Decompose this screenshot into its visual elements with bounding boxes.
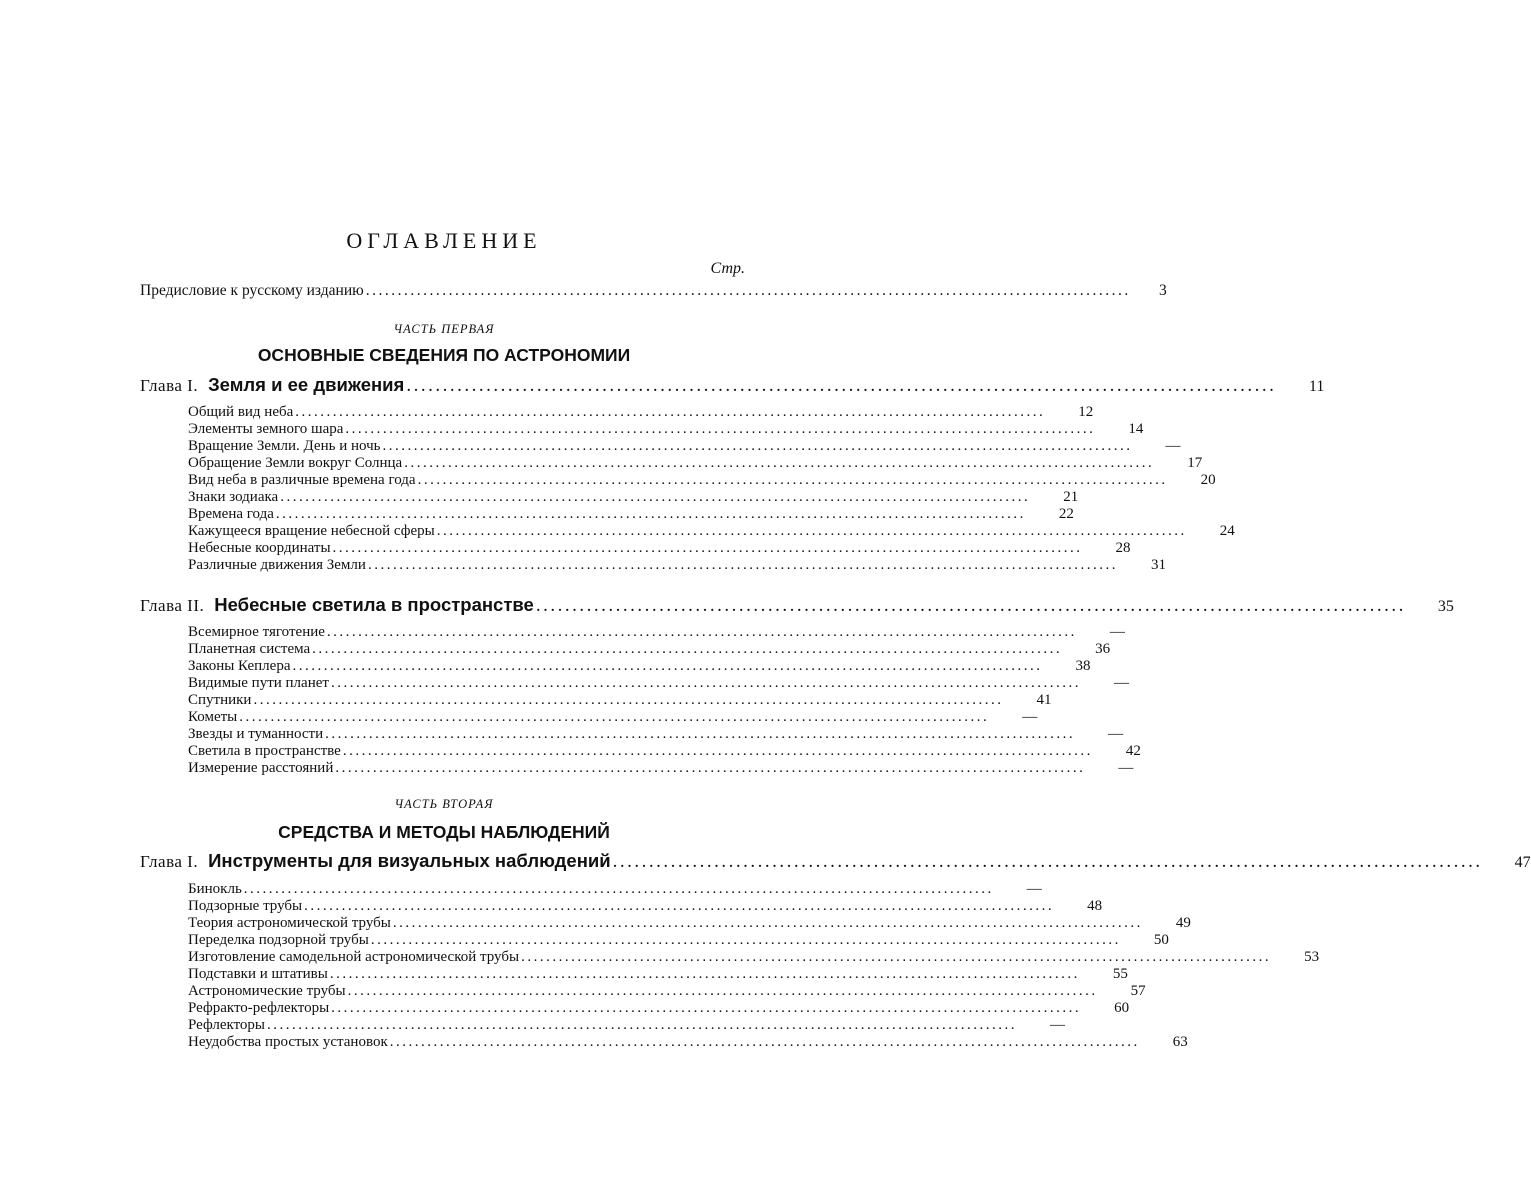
chapter-heading[interactable]	[140, 374, 1325, 397]
entry-page: —	[1050, 1017, 1065, 1033]
leader-dots: ........................................................................................................................	[312, 641, 1063, 657]
toc-entry[interactable]	[188, 421, 1144, 438]
leader-dots: ........................................................................................................................	[392, 915, 1143, 931]
leader-dots: ........................................................................................................................	[330, 675, 1081, 691]
leader-dots: ........................................................................................................................	[365, 282, 1131, 299]
toc-entry[interactable]	[188, 472, 1216, 489]
toc-entry[interactable]	[188, 404, 1094, 421]
chapter-title: Небесные светила в пространстве	[214, 594, 534, 615]
entry-text: Светила в пространстве	[188, 743, 341, 759]
entry-text: Планетная система	[188, 641, 311, 657]
entry-text: Элементы земного шара	[188, 421, 344, 437]
entry-page: 41	[1036, 692, 1052, 708]
entry-page: 17	[1187, 455, 1203, 471]
toc-entry[interactable]	[188, 915, 1191, 932]
entry-page: 38	[1075, 658, 1091, 674]
chapter-label: Глава I.	[140, 376, 199, 395]
leader-dots: ........................................................................................................................	[243, 881, 994, 897]
toc-entry[interactable]	[188, 983, 1146, 1000]
leader-dots: ........................................................................................................................	[342, 743, 1093, 759]
leader-dots: ........................................................................................................................	[329, 966, 1080, 982]
entry-text: Переделка подзорной трубы	[188, 932, 369, 948]
toc-entry[interactable]	[188, 438, 1181, 455]
part-title: ОСНОВНЫЕ СВЕДЕНИЯ ПО АСТРОНОМИИ	[257, 345, 631, 365]
entry-text: Кометы	[188, 709, 238, 725]
entry-page: —	[1108, 726, 1124, 742]
entry-page: —	[1022, 709, 1038, 725]
entry-text: Кажущееся вращение небесной сферы	[188, 523, 435, 539]
leader-dots: ........................................................................................................................	[280, 489, 1031, 505]
leader-dots: ........................................................................................................................	[325, 726, 1076, 742]
entry-text: Обращение Земли вокруг Солнца	[188, 455, 403, 471]
leader-dots: ........................................................................................................................	[275, 506, 1026, 522]
entry-page: 12	[1078, 404, 1094, 420]
leader-dots: ........................................................................................................................	[347, 983, 1098, 999]
entry-text: Знаки зодиака	[188, 489, 279, 505]
entry-page: 36	[1095, 641, 1111, 657]
part-label: ЧАСТЬ ПЕРВАЯ	[393, 322, 495, 336]
entry-text: Астрономические трубы	[188, 983, 346, 999]
entry-page: 42	[1125, 743, 1141, 759]
toc-entry[interactable]	[188, 881, 1042, 898]
chapter-title: Инструменты для визуальных наблюдений	[208, 850, 611, 871]
chapter-heading[interactable]	[140, 850, 1531, 873]
chapter-page: 11	[1308, 378, 1325, 395]
toc-entry[interactable]	[188, 726, 1124, 743]
leader-dots: ........................................................................................................................	[367, 557, 1118, 573]
entry-page: —	[1113, 675, 1129, 691]
entry-text: Законы Кеплера	[188, 658, 291, 674]
chapter-label: Глава I.	[140, 852, 199, 871]
entry-page: 22	[1058, 506, 1074, 522]
toc-entry[interactable]	[188, 760, 1134, 777]
leader-dots: ........................................................................................................................	[335, 760, 1086, 776]
entry-text: Различные движения Земли	[188, 557, 366, 573]
toc-entry[interactable]	[188, 1017, 1065, 1034]
entry-text: Всемирное тяготение	[188, 624, 325, 640]
entry-page: 53	[1304, 949, 1320, 965]
entry-page: 49	[1175, 915, 1191, 931]
entry-page: 21	[1063, 489, 1079, 505]
entry-page: —	[1109, 624, 1125, 640]
entry-text: Вращение Земли. День и ночь	[188, 438, 381, 454]
entry-text: Подзорные трубы	[188, 898, 303, 914]
toc-entry[interactable]	[188, 932, 1169, 949]
toc-entry[interactable]	[188, 692, 1052, 709]
entry-page: —	[1118, 760, 1134, 776]
leader-dots: ........................................................................................................................	[292, 658, 1043, 674]
entry-text: Изготовление самодельной астрономической трубы	[188, 949, 520, 965]
toc-entry[interactable]	[188, 658, 1091, 675]
entry-page: 57	[1130, 983, 1146, 999]
entry-page: 31	[1150, 557, 1166, 573]
entry-text: Теория астрономической трубы	[188, 915, 391, 931]
leader-dots: ........................................................................................................................	[382, 438, 1133, 454]
chapter-page: 47	[1514, 854, 1531, 871]
toc-entry[interactable]	[188, 949, 1320, 966]
entry-page: 14	[1128, 421, 1144, 437]
toc-entry[interactable]	[188, 898, 1103, 915]
entry-page: 63	[1172, 1034, 1188, 1050]
entry-text: Небесные координаты	[188, 540, 331, 556]
toc-entry[interactable]	[188, 675, 1129, 692]
toc-entry[interactable]	[188, 624, 1125, 641]
part-label: ЧАСТЬ ВТОРАЯ	[394, 797, 494, 811]
toc-entry[interactable]	[188, 540, 1131, 557]
entry-page: 28	[1115, 540, 1131, 556]
leader-dots: ........................................................................................................................	[389, 1034, 1140, 1050]
toc-entry[interactable]	[188, 557, 1166, 574]
chapter-heading[interactable]	[140, 594, 1454, 617]
leader-dots: ........................................................................................................................	[521, 949, 1272, 965]
leader-dots: ........................................................................................................................	[406, 375, 1277, 396]
toc-entry[interactable]	[188, 966, 1128, 983]
toc-entry[interactable]	[188, 523, 1235, 540]
toc-entry[interactable]	[188, 455, 1203, 472]
leader-dots: ........................................................................................................................	[267, 1017, 1017, 1033]
leader-dots: ........................................................................................................................	[331, 1000, 1082, 1016]
leader-dots: ........................................................................................................................	[370, 932, 1121, 948]
leader-dots: ........................................................................................................................	[345, 421, 1096, 437]
chapter-label: Глава II.	[140, 596, 205, 615]
toc-entry[interactable]	[188, 641, 1111, 658]
page-column-label: Стр.	[710, 260, 745, 277]
entry-text: Неудобства простых установок	[188, 1034, 388, 1050]
toc-entry[interactable]	[188, 489, 1079, 506]
leader-dots: ........................................................................................................................	[436, 523, 1187, 539]
part-title: СРЕДСТВА И МЕТОДЫ НАБЛЮДЕНИЙ	[278, 822, 610, 842]
leader-dots: ........................................................................................................................	[417, 472, 1168, 488]
entry-text: Спутники	[188, 692, 252, 708]
chapter-page: 35	[1437, 598, 1454, 615]
entry-page: 20	[1200, 472, 1216, 488]
entry-text: Рефракто-рефлекторы	[188, 1000, 330, 1016]
toc-entry[interactable]	[188, 709, 1038, 726]
entry-page: —	[1026, 881, 1042, 897]
chapter-title: Земля и ее движения	[208, 374, 405, 395]
entry-text: Видимые пути планет	[188, 675, 329, 691]
entry-text: Звезды и туманности	[188, 726, 324, 742]
leader-dots: ........................................................................................................................	[535, 595, 1406, 616]
leader-dots: ........................................................................................................................	[332, 540, 1083, 556]
leader-dots: ........................................................................................................................	[239, 709, 990, 725]
entry-page: 3	[1158, 282, 1167, 299]
entry-text: Времена года	[188, 506, 274, 522]
leader-dots: ........................................................................................................................	[253, 692, 1004, 708]
entry-page: —	[1165, 438, 1181, 454]
entry-text: Предисловие к русскому изданию	[140, 282, 364, 299]
entry-page: 48	[1087, 898, 1103, 914]
toc-entry[interactable]	[188, 506, 1074, 523]
entry-text: Рефлекторы	[188, 1017, 265, 1033]
leader-dots: ........................................................................................................................	[326, 624, 1077, 640]
entry-page: 24	[1219, 523, 1235, 539]
entry-text: Подставки и штативы	[188, 966, 328, 982]
entry-text: Бинокль	[188, 881, 242, 897]
leader-dots: ........................................................................................................................	[295, 404, 1046, 420]
toc-entry[interactable]	[188, 743, 1141, 760]
entry-page: 50	[1153, 932, 1169, 948]
entry-text: Вид неба в различные времена года	[188, 472, 416, 488]
entry-page: 60	[1114, 1000, 1130, 1016]
toc-title: ОГЛАВЛЕНИЕ	[346, 228, 542, 253]
toc-entry[interactable]	[188, 1000, 1130, 1017]
leader-dots: ........................................................................................................................	[404, 455, 1155, 471]
entry-page: 55	[1112, 966, 1128, 982]
leader-dots: ........................................................................................................................	[304, 898, 1055, 914]
entry-text: Общий вид неба	[188, 404, 294, 420]
toc-entry[interactable]	[188, 1034, 1188, 1051]
toc-entry-preface[interactable]	[140, 282, 1167, 300]
entry-text: Измерение расстояний	[188, 760, 334, 776]
leader-dots: ........................................................................................................................	[612, 851, 1483, 872]
